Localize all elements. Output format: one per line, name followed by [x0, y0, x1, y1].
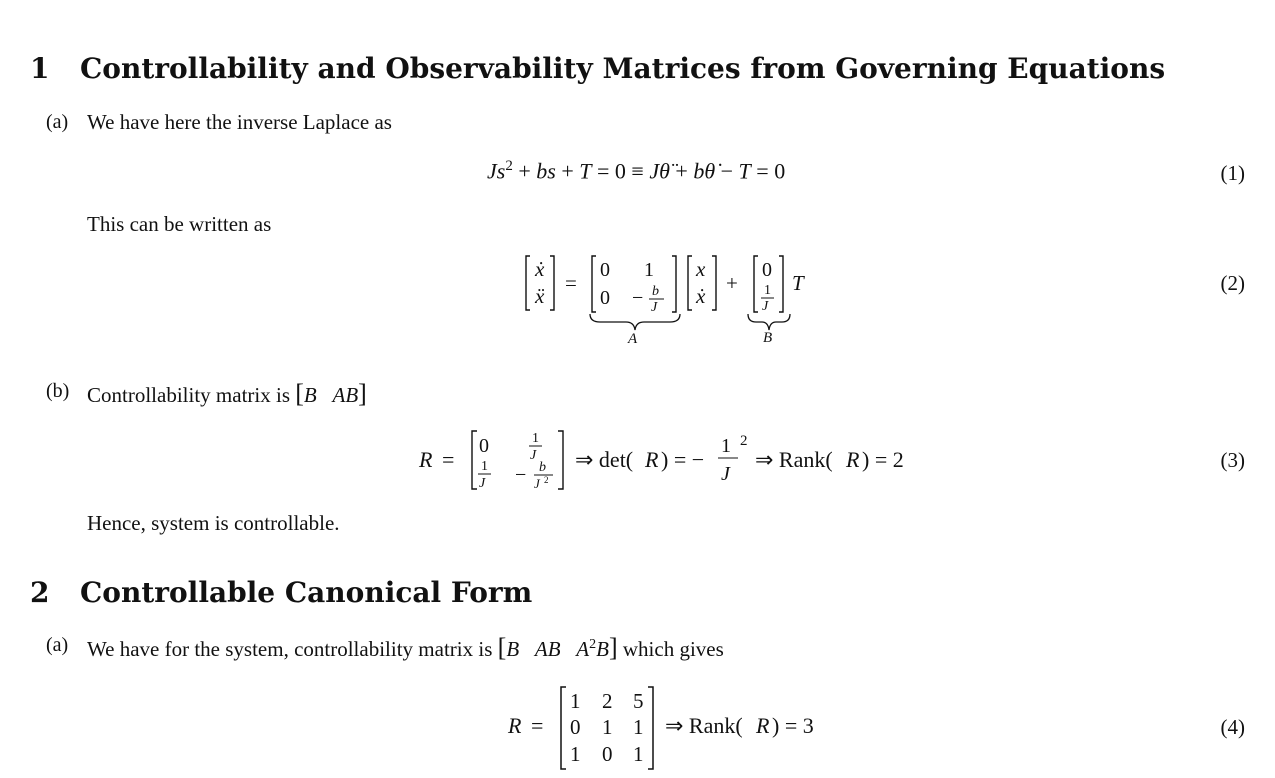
svg-text:T: T: [792, 271, 804, 295]
svg-text:R: R: [846, 447, 860, 472]
section-1-title: Controllability and Observability Matrices from Governing Equations: [80, 52, 1166, 85]
item-1b-text: [87, 379, 367, 409]
svg-text:=: =: [442, 447, 455, 472]
svg-text:⇒ Rank(: ⇒ Rank(: [665, 713, 743, 738]
item-1b-label: (b): [46, 380, 70, 402]
item-1b-followup: Hence, system is controllable.: [87, 511, 340, 535]
svg-text:R: R: [756, 713, 770, 738]
section-2-number: 2: [30, 576, 50, 609]
svg-text:J: J: [721, 463, 730, 485]
svg-text:2: 2: [740, 433, 748, 449]
svg-text:J: J: [651, 300, 658, 315]
item-2a-text-suffix: which gives: [622, 637, 724, 661]
svg-text:J: J: [530, 448, 537, 463]
svg-text:) = 2: ) = 2: [862, 447, 904, 472]
matrix-entry: 1: [602, 715, 613, 739]
svg-text:⇒ Rank(: ⇒ Rank(: [755, 447, 833, 472]
svg-text:0: 0: [600, 259, 610, 281]
svg-text:R: R: [508, 713, 522, 738]
svg-text:J: J: [479, 476, 486, 491]
svg-text:R: R: [419, 447, 433, 472]
svg-text:+: +: [726, 271, 738, 295]
item-1b-text-prefix: Controllability matrix is: [87, 383, 290, 407]
matrix-entry: 5: [633, 689, 644, 713]
svg-text:b: b: [539, 460, 546, 475]
inline-matrix-b-ab-a2b: [B AB $A^2B$]: [497, 633, 618, 662]
equation-4: [505, 684, 835, 774]
equation-3: [415, 425, 935, 495]
svg-text:1: 1: [721, 435, 731, 457]
item-1a-followup: This can be written as: [87, 212, 272, 236]
item-1a-label: (a): [46, 111, 69, 133]
svg-text:1: 1: [764, 283, 771, 298]
svg-text:⇒ det(: ⇒ det(: [575, 447, 634, 472]
equation-2: [520, 250, 820, 350]
svg-text:1: 1: [481, 459, 488, 474]
equation-3-number: (3): [1220, 448, 1245, 472]
svg-text:R: R: [645, 447, 659, 472]
brace-label-b: B: [763, 330, 773, 346]
inline-matrix-b-ab: [B AB]: [295, 379, 367, 408]
item-2a-text-prefix: We have for the system, controllability matrix is: [87, 637, 493, 661]
svg-text:=: =: [531, 713, 544, 738]
svg-text:) = 3: ) = 3: [772, 713, 814, 738]
svg-text:ẍ: ẍ: [535, 284, 545, 308]
svg-text:−: −: [632, 287, 644, 309]
svg-text:1: 1: [532, 431, 539, 446]
matrix-entry: 1: [633, 715, 644, 739]
equation-1-number: (1): [1220, 161, 1245, 185]
svg-text:J: J: [534, 476, 540, 491]
svg-text:b: b: [652, 284, 659, 299]
item-2a-label: (a): [46, 634, 69, 656]
svg-text:0: 0: [479, 435, 489, 457]
matrix-entry: 0: [570, 715, 581, 739]
item-2a-text: [87, 633, 724, 663]
matrix-entry: 2: [602, 689, 613, 713]
matrix-entry: 1: [570, 689, 581, 713]
svg-text:) = −: ) = −: [661, 447, 705, 472]
svg-text:−: −: [515, 464, 527, 486]
svg-text:2: 2: [544, 475, 549, 485]
equation-4-number: (4): [1220, 715, 1245, 739]
svg-text:x: x: [696, 257, 706, 281]
svg-text:=: =: [565, 271, 577, 295]
item-1a-text: We have here the inverse Laplace as: [87, 110, 392, 134]
equation-1: $Js^2$ + bs + T = 0 ≡ Jθ̈ + bθ̇ − T = 0: [487, 158, 786, 184]
matrix-entry: 0: [602, 742, 613, 766]
svg-text:1: 1: [644, 259, 654, 281]
svg-text:ẋ: ẋ: [535, 257, 545, 281]
svg-text:ẋ: ẋ: [696, 284, 706, 308]
equation-2-number: (2): [1220, 271, 1245, 295]
brace-label-a: A: [628, 331, 638, 347]
svg-text:J: J: [762, 299, 769, 314]
svg-text:0: 0: [600, 287, 610, 309]
svg-text:0: 0: [762, 259, 772, 281]
matrix-entry: 1: [570, 742, 581, 766]
matrix-entry: 1: [633, 742, 644, 766]
section-2-title: Controllable Canonical Form: [80, 576, 533, 609]
section-1-number: 1: [30, 52, 50, 85]
